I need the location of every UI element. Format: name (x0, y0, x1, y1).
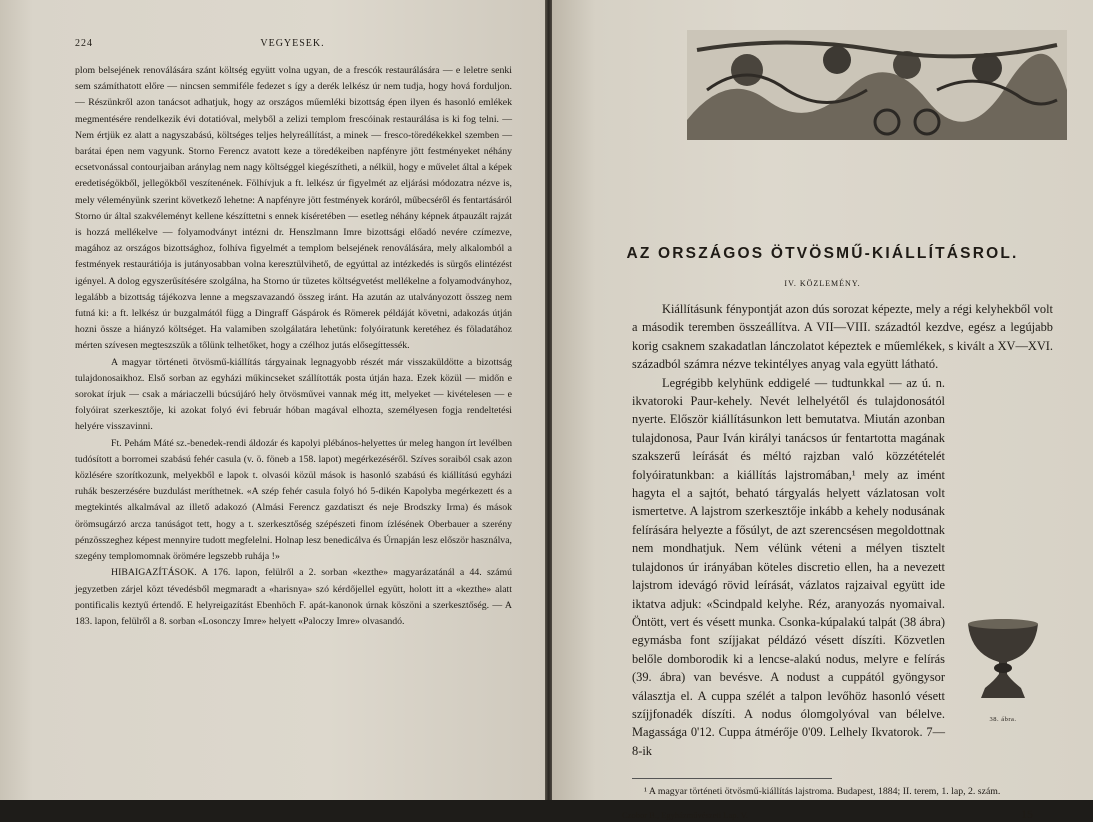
running-title: VEGYESEK. (260, 38, 325, 49)
installment-label: IV. KÖZLEMÉNY. (784, 279, 861, 288)
left-body-text (75, 63, 512, 630)
paragraph: Ft. Pehám Máté sz.-benedek-rendi áldozár és kapolyi plébános-helyettes úr meleg hangon írt levélben tudósított a borromei szabású fehér casula (v. ö. föneb a 158. lapot) megérkezéséről. Szíves soraiból csak azon közlésére szorítkozunk, melyekből e lapok t. olvasói közül mások is hasonló szabású és kiállítású egyházi ruhák beszerzésére buzdulást meríthetnek. «A szép fehér casula folyó hó 5-dikén Kapolyba megérkezett és a megtekintés alkalmával az illető adakozó (Almási Ferencz gazdatiszt és neje Brodszky Irma) és mások örömsugárzó arcza tanúságot tett, hogy a t. szerkesztőség szépészeti finom ízlésének Oberbauer a szerény pénzösszeghez képest mennyire tudott megfelelni. Holnap lesz benedicálva és Úrnapján lesz először használva, szegény templomomnak örömére legszebb ruhája !» (75, 437, 512, 563)
paragraph: A magyar történeti ötvösmű-kiállítás tárgyainak legnagyobb részét már visszaküldötte a bizottság tulajdonosaikhoz. Első sorban az egyházi műkincseket szállították posta útján haza. Ezek közül — midőn e sorokat írjuk — csak a máriaczelli búcsújáró hely ötvösművei vannak még itt, melyeket — kivételesen — e folyóirat szerkesztője, ki azokat folyó évi február hóban magával elhozta, személyesen fogja rendeltetési helyére visszavinni. (75, 356, 512, 433)
chalice-illustration (963, 614, 1043, 704)
signature-line (592, 807, 1053, 822)
footnote-divider (632, 778, 832, 779)
paragraph: plom belsejének renoválására szánt költség együtt volna ugyan, de a frescók restaurálására — e leletre senki sem számíthatott előre — nincsen semmiféle fedezet s így a derék lelkész úr nem tudja, hogy hová forduljon. — Részünkről azon tanácsot adhatjuk, hogy az országos műemléki bizottság épen ilyen és hasonló emlékek megmentésére rendelkezik évi dotatióval, melyből a zelizi templom frescóinak restaurálása is ki fog telni. — Nem értjük ez alatt a nagyszabású, költséges teljes helyreállítást, a minek — fresco-töredékekkel szemben — barátai épen nem vagyunk. Storno Ferencz avatott keze a töredékeiben napfényre jött festményeket néhány ecsetvonással contourjaiban aránylag nem nagy költséggel kiegészítheti, a nélkül, hogy e művelet által a képek eredetiségökből, jellegökből veszítenének. Fölhívjuk a ft. lelkész úr figyelmét az eljárási módozatra nézve is, mely véleményünk szerint következő lehetne: A napfényre jött festmények koráról, műbecséről és fentartásáról Storno úr által szakvéleményt kellene készíttetni s ennek kíséretében — esetleg néhány képnek átpauzált rajzát is hozzá mellékelve — folyamodványt intézni dr. Henszlmann Imre bizottsági előadó nevére czímezve, magához az országos bizottsághoz, folhíva figyelmét a templom belsejének renoválására, mely alkalomból a festmények restaurátiója is jutányosabban volna keresztülvihető, de egyúttal az intézkedés is sürgős elintézést igényel. A dolog egyszerűsítésére szolgálna, ha Storno úr tüzetes költségvetést mellékelne a folyamodványhoz, legalább a bizottság tájékozva lenne a megszavazandó összeg iránt. Ha azután az utalványozott összeg nem futná ki: a ft. lelkész úr buzgalmától függ a Dingraff Gáspárok és Römerek példáját követni, adakozás útján hozni össze a hiányzó költséget. Ha valamiben szolgálatára lehetünk: folyóiratunk keretéhez és föladatához mérten szívesen megteszszük a tőlünk telhetőket, hogy a czélhoz jutás elősegíttessék. (75, 65, 512, 352)
right-page (552, 0, 1093, 822)
figure-38 (953, 614, 1053, 730)
running-head (75, 38, 512, 49)
paragraph: HIBAIGAZÍTÁSOK. A 176. lapon, felülről a 2. sorban «kezthe» magyarázatánál a 44. számú jegyzetben zárjel közt tévedésből megmaradt a «harisnya» szó kérdőjellel együtt, holott itt a «kezthe» alatt pontificalis keztyű értendő. E helyreigazítást Ebenhöch F. apát-kanonok úrnak köszöni a szerkesztőség. — A 183. lapon, felülről a 8. sorban «Losonczy Imre» helyett «Paloczy Imre» olvasandó. (75, 567, 512, 627)
signature: Czobor B., Egyházművészeti Lap. V. (622, 810, 748, 821)
footnote: ¹ A magyar történeti ötvösmű-kiállítás lajstroma. Budapest, 1884; II. terem, 1. lap, 2. szám. (644, 786, 1001, 798)
paragraph: Legrégibb kelyhünk eddigelé — tudtunkkal — az ú. n. ikvatoroki Paur-kehely. Nevét lelhelyétől és tulajdonosától nyerte. Először kiállításunkon lett bemutatva. Miután azonban tulajdonosa, Paur Iván királyi tanácsos úr fentartotta magának szakszerű leírását és méltó rajzban való közzétételét folyóiratunkban: a kiállítás lajstromában,¹ mely az imént hagyta el a sajtót, beható tárgyalás helyett vázlatosan volt ismertetve. A lajstrom szerkesztője inkább a kehely nodusának felírására helyezte a fősúlyt, de azt szerencsésen megoldottnak nem mondhatjuk. Nem vélünk véteni a mélyen tisztelt tulajdonos úr irányában köteles discretio ellen, ha a nevezett lajstrom idevágó rövid leírását, vázlatos rajzaival együtt ide iktatva adjuk: «Scindpald kelyhe. Réz, aranyozás nyomaival. Öntött, vert és vésett munka. Csonka-kúpalakú talpát (38 ábra) egymásba font szíjjakat példázó vésett díszíti. Közvetlen belőle domborodik ki a lencse-alakú nodus, melyre e felírás (39. ábra) van bevésve. A nodust a cuppától gyöngysor választja el. A cuppa szélét a talpon levőhöz hasonló vésett szíjjfonadék díszíti. A nodus ólomgolyóval van bélelve. Magassága 0'12. Cuppa átmérője 0'09. Lelhely Ikvatorok. 7—8-ik (632, 375, 945, 758)
left-page (0, 0, 545, 800)
paragraph: Kiállításunk fénypontját azon dús sorozat képezte, mely a régi kelyhekből volt a második teremben összeállítva. A VII—VIII. századtól kezdve, egész a legújabb korig csaknem szakadatlan lánczolatot képeztek e műemlékek, s kivált a XV—XVI. századból számra nézve tekintélyes anyag vala együtt látható. (632, 302, 1053, 372)
cherub-vignette-illustration (687, 30, 1067, 140)
article-title: AZ ORSZÁGOS ÖTVÖSMŰ-KIÁLLÍTÁSROL. (626, 245, 1019, 262)
page-number: 15 (1021, 807, 1033, 822)
page-number: 224 (75, 38, 93, 49)
gutter (545, 0, 552, 800)
figure-caption: 38. ábra. (989, 716, 1017, 724)
right-body-text (592, 300, 1053, 760)
